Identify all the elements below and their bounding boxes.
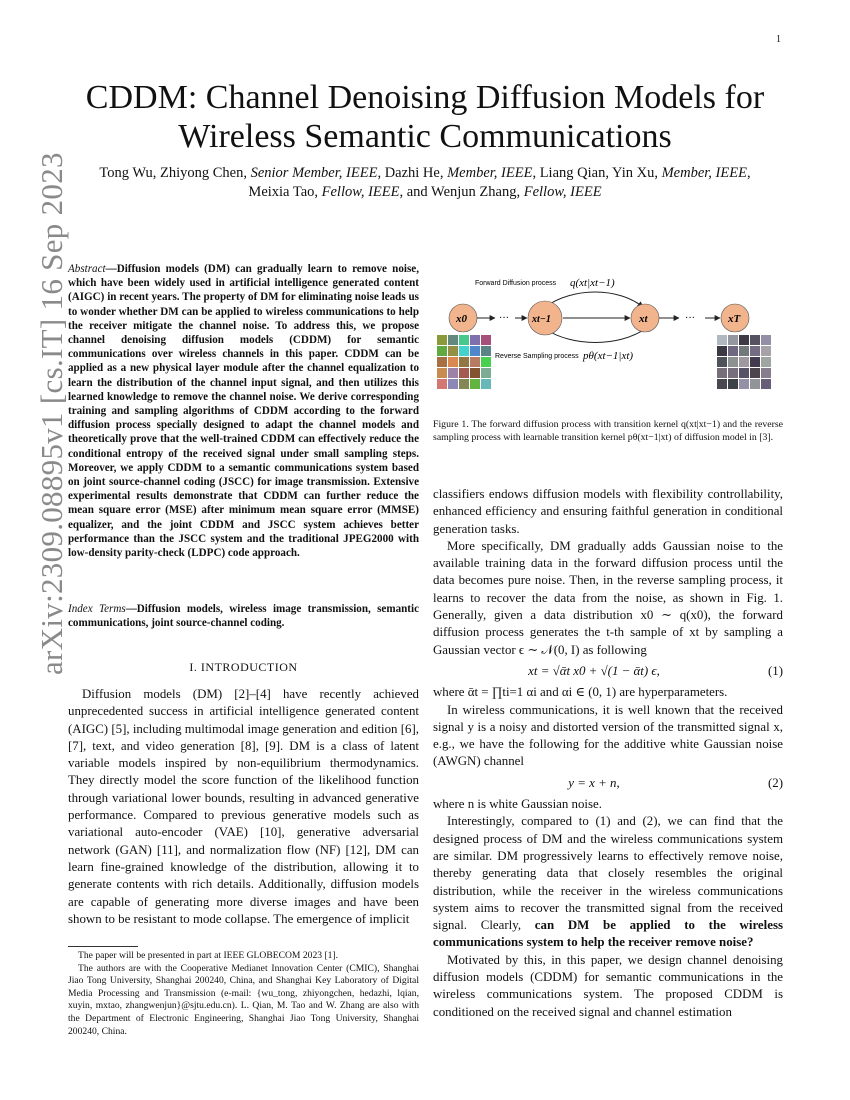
node-xT-label: xT — [728, 313, 741, 325]
abstract-body: —Diffusion models (DM) can gradually learn to remove noise, which have been widely used in artificial intelligence generated content (AIGC) in recent years. The property of DM for eliminating noise leads us to wonder whether DM can be applied to wireless communications to help the receiver mitigate the channel noise. To address this, we propose channel denoising diffusion models (CDDM) for semantic communications over wireless channels in this paper. CDDM can be applied as a new physical layer module after the channel equalization to learn the distribution of the channel input signal, and then utilizes this learned knowledge to remove the channel noise. We derive corresponding training and sampling algorithms of CDDM according to the forward diffusion process specially designed to adapt the channel models and theoretically prove that the well-trained CDDM can effectively reduce the conditional entropy of the received signal under small sampling steps. Moreover, we apply CDDM to a semantic communications system based on joint source-channel coding (JSCC) for image transmission. Extensive experimental results demonstrate that CDDM can further reduce the mean square error (MSE) after minimum mean square error (MMSE) equalizer, and the joint CDDM and JSCC system achieves better performance than the JSCC system and the traditional JPEG2000 with low-density parity-check (LDPC) code approach. — [68, 263, 419, 560]
equation-1 — [433, 663, 783, 680]
equation-2-body: y = x + n, — [568, 775, 620, 790]
equation-2 — [433, 775, 783, 792]
index-terms-body: —Diffusion models, wireless image transmission, semantic communications, joint source-channel coding. — [68, 603, 419, 630]
authors-line-2: Meixia Tao, Fellow, IEEE, and Wenjun Zhang, Fellow, IEEE — [248, 184, 602, 200]
page-number: 1 — [776, 34, 781, 45]
paragraph-hyperparameters: where ᾱt = ∏ti=1 αi and αi ∈ (0, 1) are hyperparameters. — [433, 685, 728, 700]
paragraph-motivation: Motivated by this, in this paper, we design channel denoising diffusion models (CDDM) for semantic communications in the wireless communications system. The proposed CDDM is conditioned on the received signal and channel estimation — [433, 952, 783, 1019]
section-heading-introduction: I. INTRODUCTION — [189, 660, 298, 674]
abstract — [68, 262, 419, 560]
paragraph-classifiers: classifiers endows diffusion models with flexibility controllability, enhanced efficiency and ensuring faithful generation in conditional generation tasks. — [433, 487, 783, 536]
right-column-text — [433, 486, 783, 1021]
forward-process-label: Forward Diffusion process — [475, 280, 557, 287]
key-question: can DM be applied to the wireless communications system to help the receiver remove noise? — [433, 918, 783, 950]
title-line-1: CDDM: Channel Denoising Diffusion Models for — [85, 79, 765, 116]
footnote-divider — [68, 946, 138, 947]
reverse-kernel-label: pθ(xt−1|xt) — [583, 350, 634, 362]
ellipsis-right: ··· — [685, 313, 695, 324]
forward-kernel-label: q(xt|xt−1) — [570, 277, 615, 289]
index-terms-lead: Index Terms — [68, 603, 126, 615]
paragraph-forward-process: More specifically, DM gradually adds Gaussian noise to the available training data in the forward diffusion process until the data becomes pure noise. Then, in the reverse sampling process, it learns to recover the data from the noise, as shown in Fig. 1. Generally, given a data distribution x0 ∼ q(x0), the forward diffusion process generates the t-th sample of xt by sampling a Gaussian vector ϵ ∼ 𝒩(0, I) as following — [433, 538, 783, 657]
node-xt-minus-1-label: xt−1 — [532, 314, 551, 325]
footnote-1: The paper will be presented in part at IEEE GLOBECOM 2023 [1]. — [78, 950, 339, 961]
footnote-2: The authors are with the Cooperative Medianet Innovation Center (CMIC), Shanghai Jiao Tong University, Shanghai 200240, China, and Shanghai Key Laboratory of Digital Media Processing and Transmission (e-mail: {wu_tong, zhiyongchen, hedazhi, lqian, xuyin, mxtao, zhangwenjun}@sjtu.edu.cn). L. Qian, M. Tao and W. Zhang are also with the Department of Electronic Engineering, Shanghai Jiao Tong University, Shanghai 200240, China. — [68, 962, 419, 1037]
arxiv-stamp: arXiv:2309.08895v1 [cs.IT] 16 Sep 2023 — [34, 152, 69, 675]
index-terms — [68, 602, 419, 630]
figure-caption: Figure 1. The forward diffusion process with transition kernel q(xt|xt−1) and the reverse sampling process with learnable transition kernel pθ(xt−1|xt) of diffusion model in [3]. — [433, 419, 783, 443]
equation-2-number: (2) — [767, 775, 783, 790]
abstract-lead: Abstract — [68, 263, 106, 275]
title-line-2: Wireless Semantic Communications — [178, 118, 672, 155]
equation-1-number: (1) — [767, 663, 783, 678]
node-x0-label: x0 — [456, 313, 467, 325]
equation-1-body: xt = √ᾱt x0 + √(1 − ᾱt) ϵ, — [528, 663, 660, 678]
ellipsis-left: ··· — [499, 313, 509, 324]
authors-line-1: Tong Wu, Zhiyong Chen, Senior Member, IEEE, Dazhi He, Member, IEEE, Liang Qian, Yin Xu, Member, IEEE, — [99, 165, 751, 181]
paragraph-comparison: Interestingly, compared to (1) and (2), we can find that the designed process of DM and the wireless communications system are similar. DM progressively learns to effectively remove noise, thereby generating data that closely resembles the original distribution, while the receiver in the wireless communications system aims to recover the transmitted signal from the received signal. Clearly, can DM be applied to the wireless communications system to help the receiver remove noise? — [433, 814, 783, 950]
reverse-process-label: Reverse Sampling process — [495, 353, 579, 360]
paragraph-noise: where n is white Gaussian noise. — [433, 797, 602, 812]
footnotes — [68, 950, 419, 1038]
intro-paragraph: Diffusion models (DM) [2]–[4] have recently achieved unprecedented success in artificial intelligence generated content (AIGC) [5], including multimodal image generation and edition [6], [7], text, and video generation [8], [9]. DM is a class of latent variable models inspired by non-equilibrium thermodynamics. They directly model the score function of the likelihood function through variational lower bounds, resulting in advanced generative performance. Compared to previous generative models such as variational auto-encoder (VAE) [10], generative adversarial network (GAN) [11], and normalization flow (NF) [12], DM can learn fine-grained knowledge of the distribution, allowing it to generate contents with rich details. Additionally, diffusion models are capable of generating more diverse images and have been shown to be resistant to mode collapse. The emergence of implicit — [68, 687, 419, 926]
paragraph-wireless: In wireless communications, it is well known that the received signal y is a noisy and distorted version of the transmitted signal x, e.g., we have the following for the additive white Gaussian noise (AWGN) channel — [433, 702, 783, 769]
node-xt-label: xt — [639, 313, 648, 325]
